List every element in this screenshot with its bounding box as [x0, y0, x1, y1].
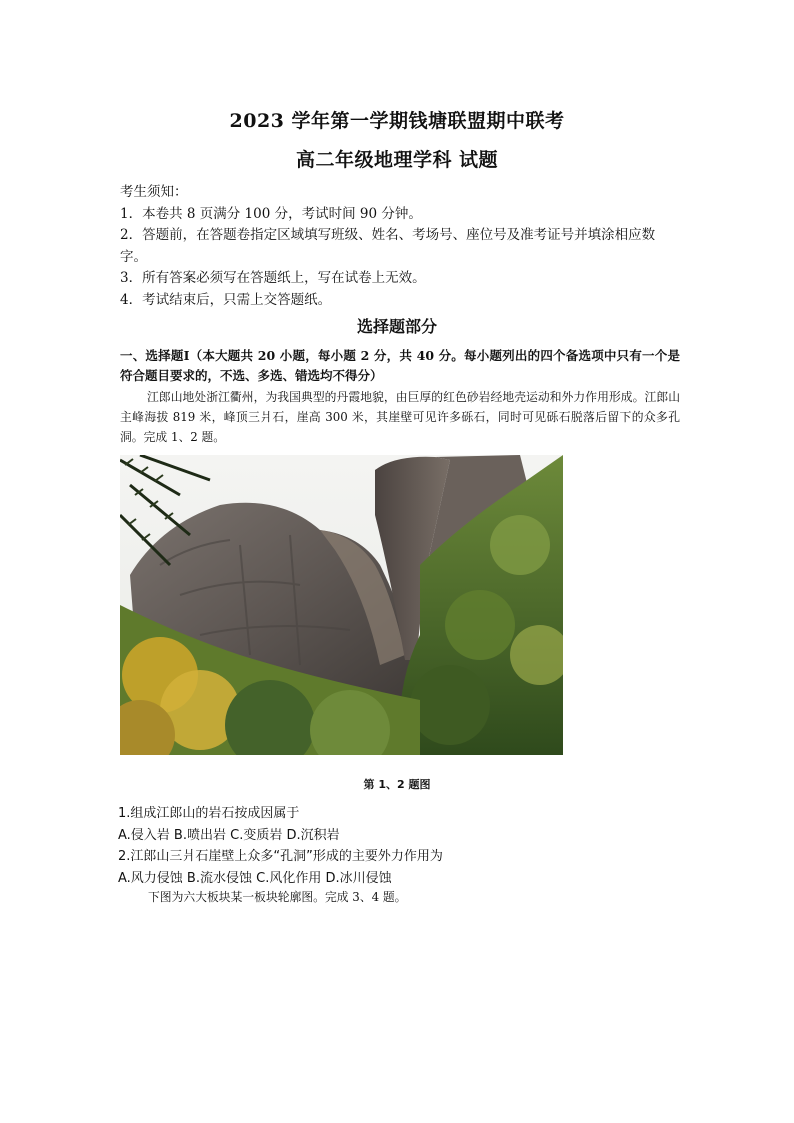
notice-item: 4．考试结束后，只需上交答题纸。	[120, 291, 332, 308]
figure-caption: 第 1、2 题图	[363, 778, 431, 791]
question-stem: 2.江郎山三爿石崖壁上众多“孔洞”形成的主要外力作用为	[118, 849, 443, 864]
question-list	[118, 803, 678, 889]
exam-title: 2023 学年第一学期钱塘联盟期中联考	[229, 110, 565, 132]
exam-notice	[120, 182, 680, 311]
jianglang-mountain-photo	[120, 455, 563, 755]
reading-passage: 江郎山地处浙江衢州，为我国典型的丹霞地貌，由巨厚的红色砂岩经地壳运动和外力作用形成。江郎山主峰海拔 819 米，峰顶三爿石，崖高 300 米，其崖壁可见许多砾石，同时可见砾石脱落后留下的众多孔洞。完成 1、2 题。	[120, 390, 680, 444]
notice-item: 3．所有答案必须写在答题纸上，写在试卷上无效。	[120, 270, 426, 286]
question-group-header: 一、选择题Ⅰ（本大题共 20 小题，每小题 2 分，共 40 分。每小题列出的四个备选项中只有一个是符合题目要求的，不选、多选、错选均不得分）	[120, 348, 680, 383]
question-stem: 1.组成江郎山的岩石按成因属于	[118, 806, 300, 821]
notice-item: 1．本卷共 8 页满分 100 分，考试时间 90 分钟。	[120, 205, 422, 222]
question-options: A.侵入岩 B.喷出岩 C.变质岩 D.沉积岩	[118, 827, 340, 843]
notice-heading: 考生须知：	[120, 184, 188, 200]
exam-subtitle: 高二年级地理学科 试题	[295, 149, 499, 171]
next-question-intro: 下图为六大板块某一板块轮廓图。完成 3、4 题。	[148, 890, 407, 904]
section-title: 选择题部分	[356, 317, 437, 336]
notice-item: 2．答题前，在答题卷指定区域填写班级、姓名、考场号、座位号及准考证号并填涂相应数字。	[120, 227, 656, 265]
question-options: A.风力侵蚀 B.流水侵蚀 C.风化作用 D.冰川侵蚀	[118, 870, 392, 886]
